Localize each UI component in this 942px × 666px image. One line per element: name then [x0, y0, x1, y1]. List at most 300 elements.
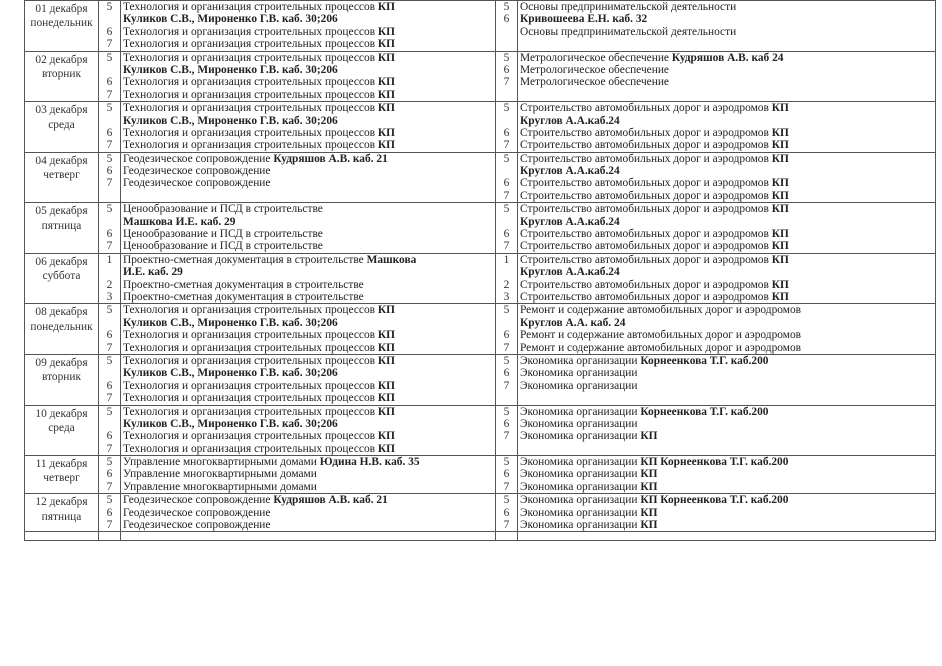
subjects-left — [121, 102, 496, 153]
teacher-room: КП — [377, 76, 396, 89]
schedule-row — [25, 253, 936, 304]
subjects-right — [518, 203, 936, 254]
subjects-right — [518, 51, 936, 102]
subject-line — [520, 240, 935, 252]
teacher-room: Корнеенкова Т.Г. каб.200 — [640, 405, 769, 418]
subject-text: Экономика организации — [520, 405, 641, 418]
lesson-number — [496, 266, 517, 278]
teacher-room: Юдина Н.В. каб. 35 — [319, 456, 420, 469]
subject-text: Основы предпринимательской деятельности — [520, 25, 737, 38]
subject-line — [123, 38, 495, 50]
subject-text: Экономика организации — [520, 354, 641, 367]
lesson-number: 1 — [503, 253, 510, 266]
subject-text: Строительство автомобильных дорог и аэродромов — [520, 253, 772, 266]
teacher-room: КП — [771, 189, 789, 202]
subject-line — [123, 26, 495, 38]
subject-text: Геодезическое сопровождение — [123, 165, 271, 178]
lesson-numbers-left — [99, 1, 121, 52]
lesson-number — [99, 115, 120, 127]
subject-text: Технология и организация строительных процессов — [123, 442, 378, 455]
subject-line — [520, 26, 935, 38]
lesson-numbers-left — [99, 354, 121, 405]
lesson-number: 5 — [106, 51, 113, 64]
subject-line — [123, 13, 495, 25]
subject-line — [520, 430, 935, 442]
lesson-number: 6 — [503, 329, 510, 342]
subject-line — [520, 254, 935, 266]
subject-text: Технология и организация строительных процессов — [123, 304, 378, 317]
weekday-label: понедельник — [30, 17, 93, 30]
teacher-room: Кривошеева Е.Н. каб. 32 — [520, 13, 648, 26]
date-label: 02 декабря — [35, 53, 88, 66]
weekday-label: четверг — [43, 169, 80, 182]
subject-line — [520, 468, 935, 480]
subject-text: Экономика организации — [520, 494, 641, 507]
subject-line — [520, 177, 935, 189]
teacher-room: КП — [377, 329, 396, 342]
subject-text: Технология и организация строительных процессов — [123, 430, 378, 443]
day-cell — [25, 494, 99, 532]
date-label: 09 декабря — [35, 356, 88, 369]
teacher-room: КП — [377, 442, 396, 455]
teacher-room: КП — [640, 506, 658, 519]
lesson-numbers-right — [496, 51, 518, 102]
lesson-number: 5 — [106, 304, 113, 317]
lesson-numbers-left — [99, 203, 121, 254]
day-cell — [25, 253, 99, 304]
subject-line — [520, 13, 935, 25]
cut-cell — [496, 532, 518, 541]
subject-line — [123, 139, 495, 151]
lesson-number: 6 — [106, 25, 113, 38]
subject-line — [123, 190, 495, 202]
weekday-label: четверг — [43, 472, 80, 485]
subject-text: Строительство автомобильных дорог и аэродромов — [520, 203, 772, 216]
subject-text: Геодезическое сопровождение — [123, 519, 271, 532]
teacher-room: Кудряшов А.В. каб. 21 — [273, 152, 388, 165]
lesson-numbers-right — [496, 405, 518, 456]
subject-line — [520, 406, 935, 418]
teacher-room: Кудряшов А.В. каб. 21 — [273, 494, 388, 507]
subject-line — [520, 266, 935, 278]
lesson-number: 5 — [106, 354, 113, 367]
subject-line — [123, 102, 495, 114]
lesson-number: 7 — [503, 76, 510, 89]
subject-line — [123, 291, 495, 303]
subject-line — [520, 203, 935, 215]
subject-text: Строительство автомобильных дорог и аэродромов — [520, 152, 772, 165]
subject-text: Экономика организации — [520, 480, 641, 493]
date-label: 10 декабря — [35, 407, 88, 420]
subject-line — [520, 367, 935, 379]
subject-text: Управление многоквартирными домами — [123, 468, 317, 481]
weekday-label: пятница — [41, 510, 82, 523]
lesson-number: 3 — [503, 290, 510, 303]
subject-line — [123, 355, 495, 367]
subject-text: Технология и организация строительных процессов — [123, 392, 378, 405]
subject-line — [520, 304, 935, 316]
lesson-numbers-right — [496, 354, 518, 405]
lesson-number: 5 — [503, 494, 510, 507]
subject-text: Проектно-сметная документация в строительстве — [123, 253, 367, 266]
lesson-number: 7 — [106, 139, 113, 152]
subjects-right — [518, 152, 936, 203]
lesson-number: 7 — [106, 341, 113, 354]
subject-text: Технология и организация строительных процессов — [123, 329, 378, 342]
lesson-number: 6 — [106, 329, 113, 342]
lesson-number: 6 — [503, 506, 510, 519]
lesson-numbers-right — [496, 102, 518, 153]
subjects-left — [121, 152, 496, 203]
teacher-room: КП — [377, 88, 396, 101]
lesson-number: 3 — [106, 290, 113, 303]
schedule-row — [25, 494, 936, 532]
schedule-row — [25, 1, 936, 52]
weekday-label: вторник — [41, 371, 82, 384]
lesson-number: 6 — [106, 76, 113, 89]
subject-line — [520, 279, 935, 291]
teacher-room: КП — [377, 139, 396, 152]
subject-line — [123, 89, 495, 101]
lesson-number: 5 — [503, 203, 510, 216]
teacher-room: КП — [640, 519, 658, 532]
subjects-left — [121, 494, 496, 532]
teacher-room: Круглов А.А.каб.24 — [520, 165, 620, 178]
subject-text: Технология и организация строительных процессов — [123, 76, 378, 89]
subject-text: Строительство автомобильных дорог и аэродромов — [520, 102, 772, 115]
teacher-room: КП — [771, 126, 789, 139]
cut-cell — [121, 532, 496, 541]
schedule-row — [25, 405, 936, 456]
teacher-room: Куликов С.В., Мироненко Г.В. каб. 30;206 — [123, 417, 338, 430]
subject-line — [520, 291, 935, 303]
lesson-number — [99, 418, 120, 430]
lesson-number: 7 — [503, 379, 510, 392]
subject-line — [123, 342, 495, 354]
subject-line — [520, 228, 935, 240]
subject-line — [123, 165, 495, 177]
day-cell — [25, 304, 99, 355]
teacher-room: КП — [771, 102, 789, 115]
schedule-row — [25, 203, 936, 254]
teacher-room: КП — [377, 430, 396, 443]
lesson-number: 5 — [106, 405, 113, 418]
subject-line — [123, 1, 495, 13]
date-label: 12 декабря — [35, 496, 88, 509]
teacher-room: Круглов А.А. каб. 24 — [520, 316, 626, 329]
teacher-room: Кудряшов А.В. каб 24 — [671, 51, 784, 64]
lesson-number: 5 — [503, 51, 510, 64]
subject-text: Технология и организация строительных процессов — [123, 126, 378, 139]
lesson-number: 7 — [106, 177, 113, 190]
subject-text: Технология и организация строительных процессов — [123, 405, 378, 418]
teacher-room: КП — [377, 392, 396, 405]
subjects-left — [121, 405, 496, 456]
subject-line — [520, 481, 935, 493]
teacher-room: КП — [377, 341, 396, 354]
lesson-number — [496, 26, 517, 38]
subject-line — [123, 519, 495, 531]
day-cell — [25, 405, 99, 456]
subjects-left — [121, 304, 496, 355]
lesson-number: 1 — [106, 253, 113, 266]
subjects-right — [518, 1, 936, 52]
lesson-numbers-left — [99, 304, 121, 355]
teacher-room: КП — [771, 177, 789, 190]
teacher-room: Куликов С.В., Мироненко Г.В. каб. 30;206 — [123, 13, 338, 26]
teacher-room: КП — [771, 228, 789, 241]
teacher-room: КП — [377, 379, 396, 392]
subject-line — [520, 494, 935, 506]
teacher-room: Машкова И.Е. каб. 29 — [123, 215, 236, 228]
subject-text: Технология и организация строительных процессов — [123, 139, 378, 152]
subject-line — [520, 127, 935, 139]
schedule-table — [24, 0, 936, 541]
teacher-room: КП — [771, 278, 789, 291]
teacher-room: КП — [377, 126, 396, 139]
subject-text: Экономика организации — [520, 468, 641, 481]
teacher-room: КП — [377, 1, 396, 13]
lesson-numbers-left — [99, 152, 121, 203]
subjects-left — [121, 354, 496, 405]
day-cell — [25, 456, 99, 494]
schedule-row — [25, 456, 936, 494]
subject-text: Технология и организация строительных процессов — [123, 38, 378, 51]
lesson-number: 6 — [106, 228, 113, 241]
subject-text: Технология и организация строительных процессов — [123, 379, 378, 392]
lesson-number: 6 — [503, 126, 510, 139]
lesson-number: 2 — [503, 278, 510, 291]
subject-line — [123, 153, 495, 165]
teacher-room: КП — [771, 152, 789, 165]
lesson-number: 7 — [106, 519, 113, 532]
subjects-right — [518, 354, 936, 405]
lesson-number — [496, 317, 517, 329]
subject-line — [123, 507, 495, 519]
subject-line — [123, 203, 495, 215]
teacher-room: КП — [377, 102, 396, 115]
lesson-number: 5 — [503, 354, 510, 367]
subject-text: Ценообразование и ПСД в строительстве — [123, 240, 323, 253]
date-label: 01 декабря — [35, 3, 88, 15]
subject-line — [520, 165, 935, 177]
lesson-number: 6 — [503, 417, 510, 430]
teacher-room: КП — [377, 25, 396, 38]
subject-line — [123, 228, 495, 240]
subject-line — [520, 418, 935, 430]
subject-text: Экономика организации — [520, 506, 641, 519]
subject-text: Ремонт и содержание автомобильных дорог и аэродромов — [520, 341, 802, 354]
teacher-room: КП — [771, 240, 789, 253]
lesson-number — [99, 317, 120, 329]
lesson-number: 6 — [106, 379, 113, 392]
subject-line — [123, 456, 495, 468]
subject-text: Строительство автомобильных дорог и аэродромов — [520, 240, 772, 253]
subject-line — [123, 240, 495, 252]
date-label: 06 декабря — [35, 255, 88, 268]
teacher-room: КП — [377, 354, 396, 367]
subjects-right — [518, 405, 936, 456]
subject-text: Технология и организация строительных процессов — [123, 1, 378, 13]
lesson-number — [496, 392, 517, 404]
subject-line — [520, 76, 935, 88]
subject-line — [520, 102, 935, 114]
subject-text: Строительство автомобильных дорог и аэродромов — [520, 177, 772, 190]
subject-line — [520, 64, 935, 76]
lesson-number: 7 — [106, 240, 113, 253]
weekday-label: понедельник — [30, 320, 93, 333]
subject-text: Геодезическое сопровождение — [123, 494, 274, 507]
teacher-room: Круглов А.А.каб.24 — [520, 114, 620, 127]
subject-text: Технология и организация строительных процессов — [123, 88, 378, 101]
subject-text: Ценообразование и ПСД в строительстве — [123, 228, 323, 241]
subject-text: Экономика организации — [520, 519, 641, 532]
day-cell — [25, 51, 99, 102]
subject-line — [123, 115, 495, 127]
subject-text: Строительство автомобильных дорог и аэродромов — [520, 126, 772, 139]
subject-line — [123, 494, 495, 506]
lesson-number: 5 — [106, 203, 113, 216]
lesson-numbers-left — [99, 51, 121, 102]
subject-line — [520, 317, 935, 329]
lesson-number: 5 — [106, 152, 113, 165]
subject-text: Метрологическое обеспечение — [520, 76, 669, 89]
teacher-room: КП — [640, 480, 658, 493]
date-label: 11 декабря — [35, 458, 88, 471]
lesson-number — [496, 216, 517, 228]
subject-text: Ремонт и содержание автомобильных дорог и аэродромов — [520, 329, 802, 342]
subject-line — [123, 279, 495, 291]
subject-text: Геодезическое сопровождение — [123, 506, 271, 519]
subject-text: Метрологическое обеспечение — [520, 63, 669, 76]
lesson-number: 5 — [503, 405, 510, 418]
lesson-number: 7 — [106, 480, 113, 493]
day-cell — [25, 1, 99, 52]
teacher-room: Куликов С.В., Мироненко Г.В. каб. 30;206 — [123, 367, 338, 380]
subject-text: Строительство автомобильных дорог и аэродромов — [520, 228, 772, 241]
lesson-number — [99, 190, 120, 202]
lesson-number: 7 — [503, 480, 510, 493]
lesson-numbers-left — [99, 494, 121, 532]
date-label: 03 декабря — [35, 104, 88, 117]
lesson-number — [99, 13, 120, 25]
date-label: 08 декабря — [35, 306, 88, 319]
lesson-numbers-right — [496, 152, 518, 203]
subject-line — [123, 76, 495, 88]
day-cell — [25, 354, 99, 405]
subject-text: Технология и организация строительных процессов — [123, 51, 378, 64]
day-cell — [25, 152, 99, 203]
cut-cell — [25, 532, 99, 541]
subject-text: Экономика организации — [520, 417, 638, 430]
lesson-number: 7 — [503, 189, 510, 202]
lesson-number: 7 — [503, 519, 510, 532]
teacher-room: КП — [771, 203, 789, 216]
teacher-room: КП Корнеенкова Т.Г. каб.200 — [640, 456, 789, 469]
weekday-label: суббота — [42, 270, 81, 283]
subject-text: Ценообразование и ПСД в строительстве — [123, 203, 323, 216]
lesson-numbers-right — [496, 456, 518, 494]
subject-line — [520, 392, 935, 404]
lesson-number: 5 — [503, 1, 510, 13]
teacher-room: КП — [771, 290, 789, 303]
subject-text: Строительство автомобильных дорог и аэродромов — [520, 189, 772, 202]
lesson-number: 7 — [106, 392, 113, 405]
teacher-room: КП — [640, 430, 658, 443]
date-label: 05 декабря — [35, 205, 88, 218]
subject-line — [520, 52, 935, 64]
subject-line — [123, 127, 495, 139]
schedule-row-cut — [25, 532, 936, 541]
schedule-row — [25, 102, 936, 153]
subject-line — [520, 355, 935, 367]
subjects-left — [121, 203, 496, 254]
subject-line — [123, 468, 495, 480]
lesson-number: 5 — [106, 1, 113, 13]
subject-line — [123, 418, 495, 430]
subject-line — [123, 392, 495, 404]
subject-line — [123, 52, 495, 64]
subjects-right — [518, 494, 936, 532]
subject-line — [123, 266, 495, 278]
subject-text: Ремонт и содержание автомобильных дорог и аэродромов — [520, 304, 802, 317]
lesson-numbers-left — [99, 253, 121, 304]
schedule-row — [25, 354, 936, 405]
subjects-left — [121, 51, 496, 102]
teacher-room: КП — [640, 468, 658, 481]
date-label: 04 декабря — [35, 154, 88, 167]
teacher-room: КП — [377, 304, 396, 317]
lesson-number — [99, 216, 120, 228]
lesson-number — [496, 443, 517, 455]
subjects-left — [121, 456, 496, 494]
lesson-number: 7 — [503, 139, 510, 152]
weekday-label: среда — [48, 118, 75, 131]
teacher-room: КП — [377, 405, 396, 418]
subject-line — [520, 190, 935, 202]
subjects-right — [518, 253, 936, 304]
day-cell — [25, 203, 99, 254]
subject-line — [123, 329, 495, 341]
lesson-number: 7 — [503, 240, 510, 253]
schedule-row — [25, 304, 936, 355]
subject-line — [520, 342, 935, 354]
lesson-number: 6 — [503, 63, 510, 76]
subjects-left — [121, 253, 496, 304]
subject-line — [123, 64, 495, 76]
lesson-numbers-left — [99, 456, 121, 494]
lesson-number: 5 — [503, 304, 510, 317]
teacher-room: И.Е. каб. 29 — [123, 266, 183, 279]
subject-text: Основы предпринимательской деятельности — [520, 1, 737, 13]
teacher-room: КП — [771, 253, 789, 266]
subject-line — [123, 443, 495, 455]
lesson-number: 6 — [503, 228, 510, 241]
lesson-number — [99, 64, 120, 76]
lesson-number: 7 — [503, 341, 510, 354]
subject-text: Экономика организации — [520, 367, 638, 380]
lesson-number — [99, 367, 120, 379]
cut-cell — [99, 532, 121, 541]
subject-text: Управление многоквартирными домами — [123, 456, 320, 469]
subject-text: Технология и организация строительных процессов — [123, 102, 378, 115]
lesson-numbers-left — [99, 405, 121, 456]
subject-line — [520, 456, 935, 468]
teacher-room: КП — [377, 38, 396, 51]
teacher-room: Круглов А.А.каб.24 — [520, 266, 620, 279]
lesson-number: 5 — [106, 494, 113, 507]
subject-text: Проектно-сметная документация в строительстве — [123, 290, 364, 303]
